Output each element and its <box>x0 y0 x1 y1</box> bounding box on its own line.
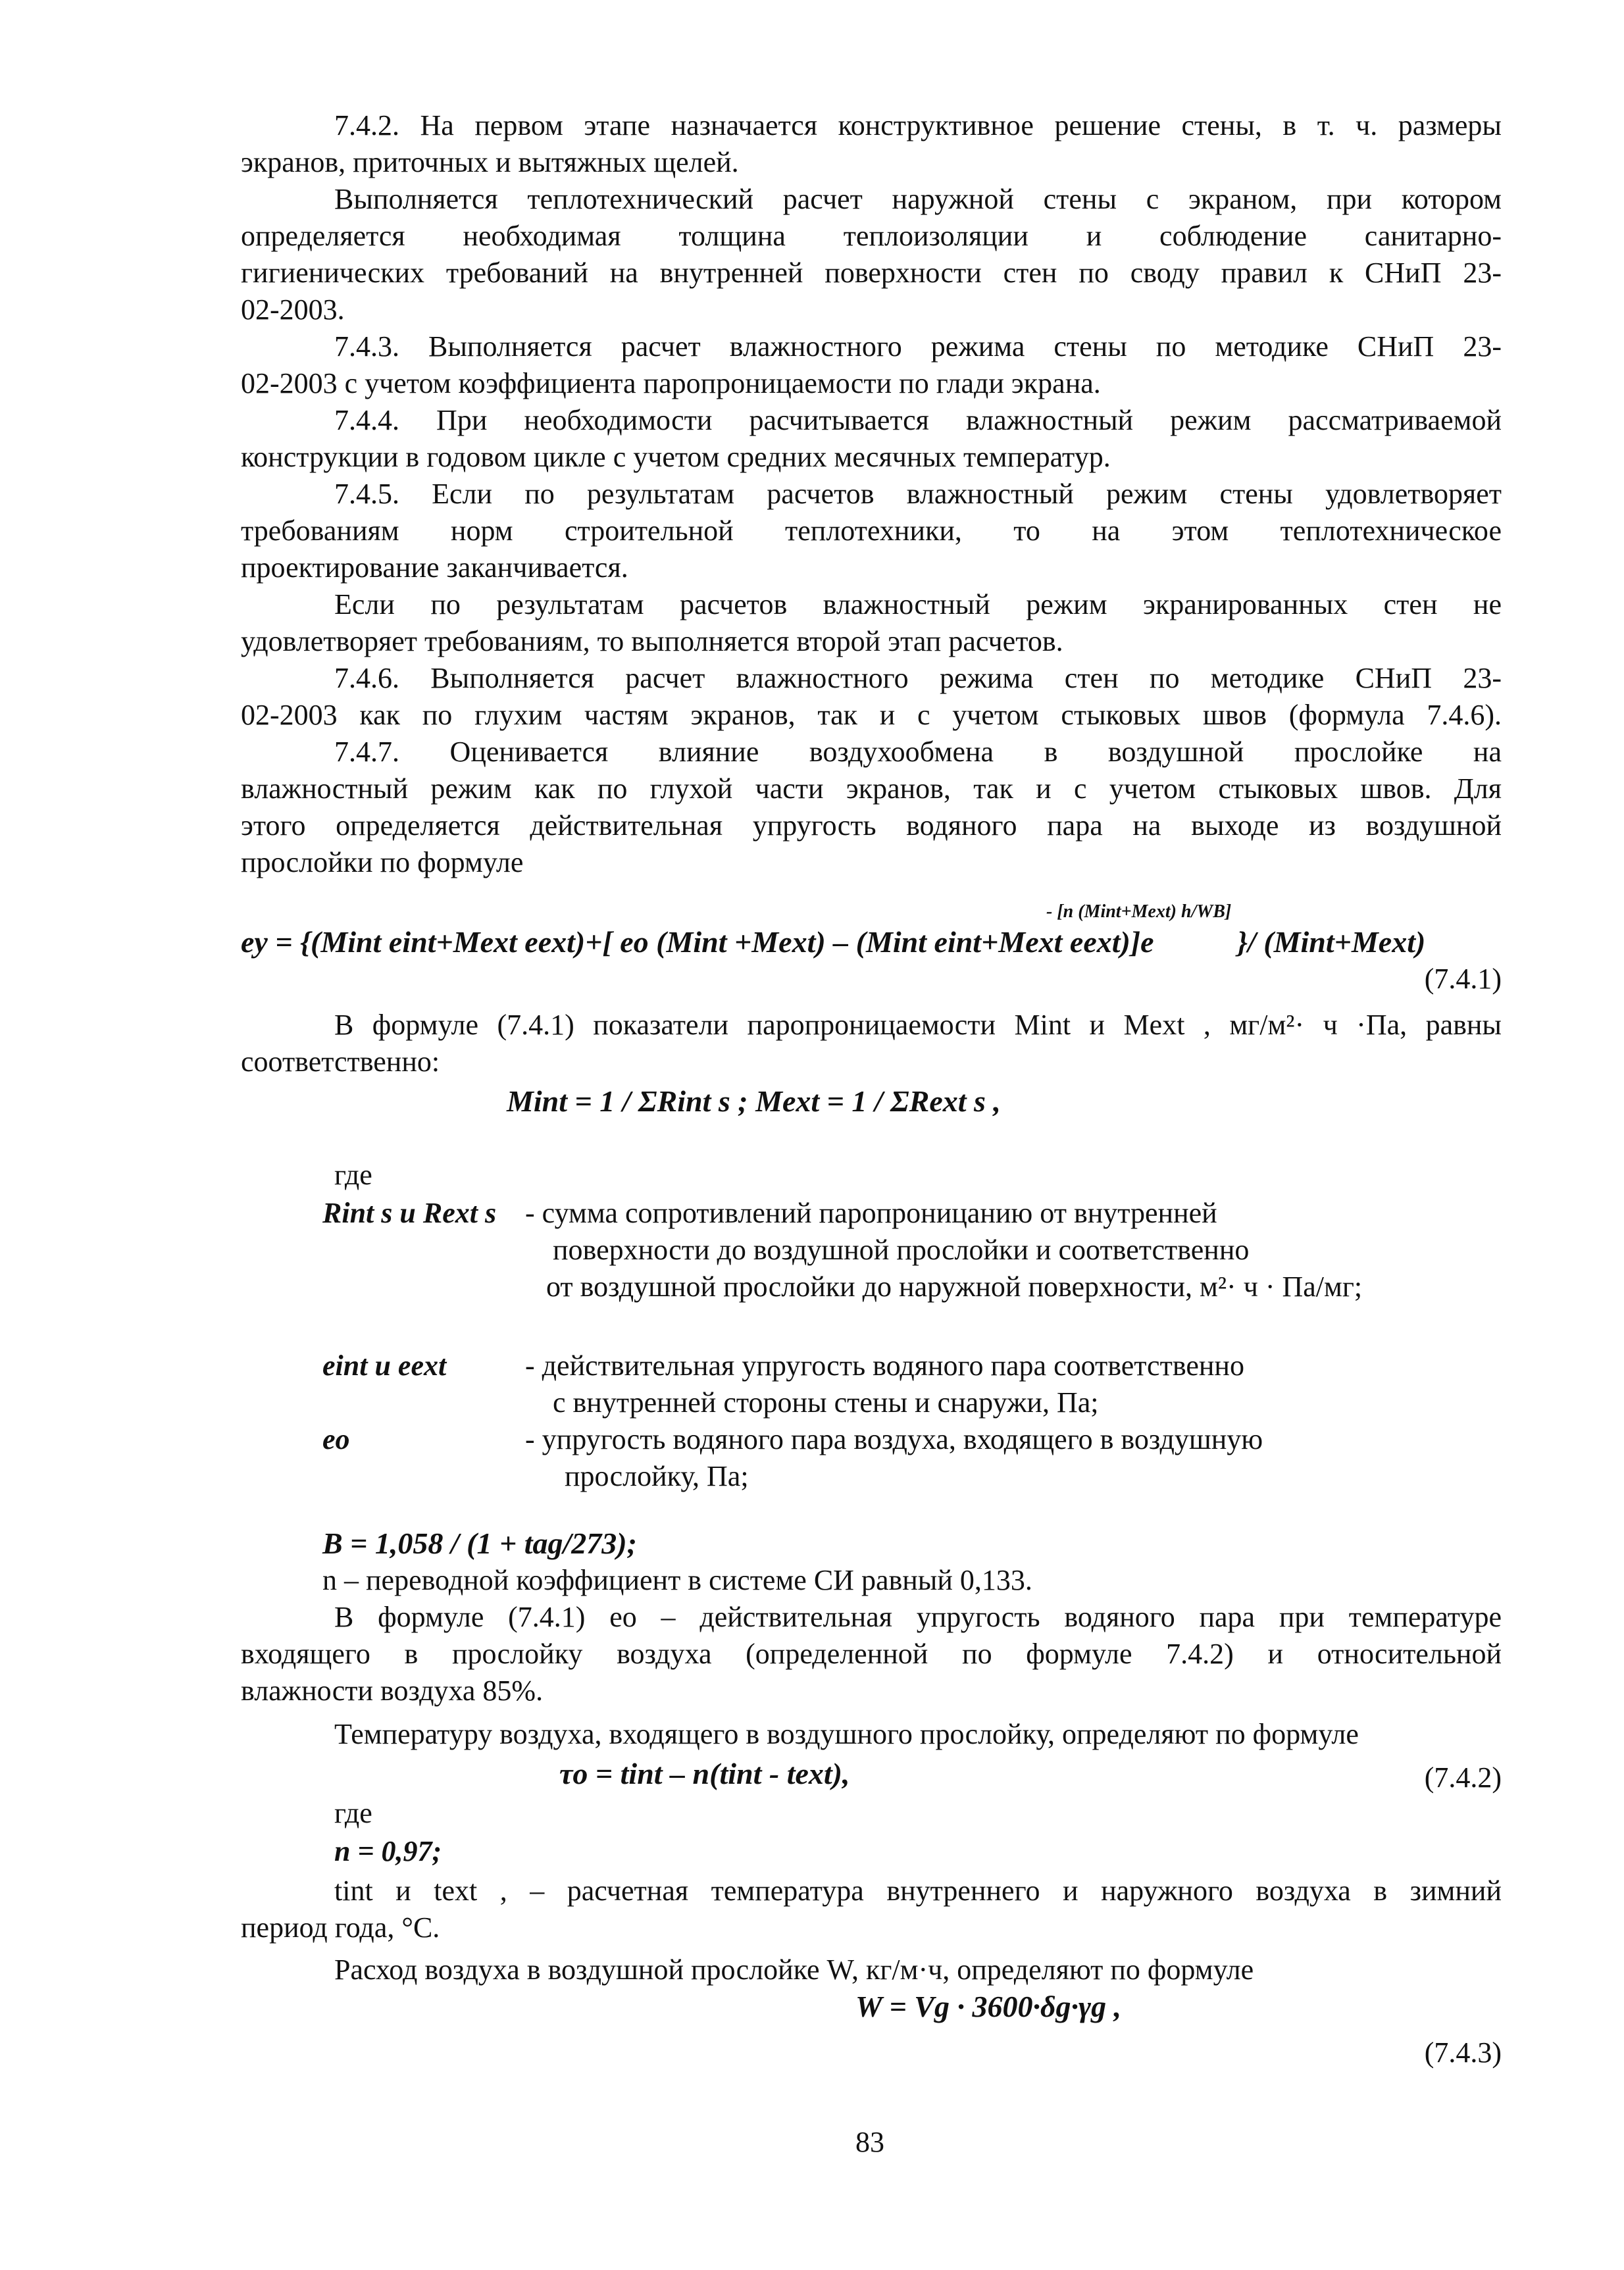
text-line: Если по результатам расчетов влажностный режим экранированных стен не <box>334 588 1502 620</box>
equation-number: (7.4.1) <box>1424 963 1502 995</box>
where-label: где <box>334 1797 372 1829</box>
text-line: конструкции в годовом цикле с учетом средних месячных температур. <box>241 441 1111 473</box>
page-number: 83 <box>855 2126 884 2158</box>
equation-number: (7.4.3) <box>1424 2036 1502 2069</box>
text-line: tint и text , – расчетная температура внутреннего и наружного воздуха в зимний <box>334 1875 1502 1907</box>
formula-exponent: - [n (Mint+Mext) h/WB] <box>1046 901 1232 922</box>
text-line: влажности воздуха 85%. <box>241 1675 544 1707</box>
definition-line: - сумма сопротивлений паропроницанию от внутренней <box>525 1197 1217 1229</box>
definition-line: - упругость водяного пара воздуха, входящего в воздушную <box>525 1423 1263 1455</box>
text-line: гигиенических требований на внутренней поверхности стен по своду правил к СНиП 23- <box>241 257 1502 289</box>
text-line: экранов, приточных и вытяжных щелей. <box>241 146 739 178</box>
text-line: требованиям норм строительной теплотехники, то на этом теплотехническое <box>241 515 1502 547</box>
definition-line: от воздушной прослойки до наружной поверхности, м²· ч · Па/мг; <box>546 1271 1363 1303</box>
text-line: Выполняется теплотехнический расчет наружной стены с экраном, при котором <box>334 183 1502 215</box>
where-label: где <box>334 1159 372 1191</box>
text-line: Температуру воздуха, входящего в воздушного прослойку, определяют по формуле <box>334 1718 1359 1750</box>
text-line: 7.4.7. Оценивается влияние воздухообмена в воздушной прослойке на <box>334 736 1502 768</box>
formula-741-tail: }/ (Mint+Mext) <box>1237 925 1426 959</box>
text-line: проектирование заканчивается. <box>241 551 628 584</box>
text-line: этого определяется действительная упругость водяного пара на выходе из воздушной <box>241 809 1502 842</box>
text-line: 02-2003. <box>241 293 345 326</box>
formula-b: B = 1,058 / (1 + tag/273); <box>322 1526 637 1560</box>
text-line: период года, °С. <box>241 1911 440 1944</box>
text-line: 02-2003 с учетом коэффициента паропроницаемости по глади экрана. <box>241 367 1101 399</box>
text-line: прослойки по формуле <box>241 846 524 878</box>
definition-line: поверхности до воздушной прослойки и соответственно <box>553 1234 1250 1266</box>
formula-742-main: τo = tint – n(tint - text), <box>559 1757 850 1790</box>
n-value: n = 0,97; <box>334 1835 442 1867</box>
text-line: В формуле (7.4.1) показатели паропроницаемости Mint и Mext , мг/м²· ч ·Па, равны <box>334 1009 1502 1041</box>
text-line: соответственно: <box>241 1046 440 1078</box>
formula-mint-mext: Mint = 1 / ΣRint s ; Mext = 1 / ΣRext s , <box>507 1084 1001 1118</box>
text-line: определяется необходимая толщина теплоизоляции и соблюдение санитарно- <box>241 220 1502 252</box>
text-line: 7.4.3. Выполняется расчет влажностного режима стены по методике СНиП 23- <box>334 330 1502 363</box>
text-line: 7.4.6. Выполняется расчет влажностного режима стен по методике СНиП 23- <box>334 662 1502 694</box>
formula-743-main: W = Vg · 3600·δg·γg , <box>855 1990 1122 2023</box>
definition-line: - действительная упругость водяного пара соответственно <box>525 1349 1244 1382</box>
n-definition: n – переводной коэффициент в системе СИ равный 0,133. <box>322 1564 1032 1596</box>
term-eo: eo <box>322 1423 350 1455</box>
text-line: удовлетворяет требованиям, то выполняется второй этап расчетов. <box>241 625 1063 657</box>
text-line: 7.4.4. При необходимости расчитывается влажностный режим рассматриваемой <box>334 404 1502 436</box>
text-line: входящего в прослойку воздуха (определенной по формуле 7.4.2) и относительной <box>241 1638 1502 1670</box>
definition-line: прослойку, Па; <box>565 1460 749 1492</box>
text-line: Расход воздуха в воздушной прослойке W, кг/м·ч, определяют по формуле <box>334 1954 1254 1986</box>
text-line: 7.4.2. На первом этапе назначается конструктивное решение стены, в т. ч. размеры <box>334 109 1502 141</box>
term-r: Rint s и Rext s <box>322 1197 497 1229</box>
text-line: 02-2003 как по глухим частям экранов, так и с учетом стыковых швов (формула 7.4.6). <box>241 699 1502 731</box>
equation-number: (7.4.2) <box>1424 1761 1502 1794</box>
text-line: 7.4.5. Если по результатам расчетов влажностный режим стены удовлетворяет <box>334 478 1502 510</box>
text-line: влажностный режим как по глухой части экранов, так и с учетом стыковых швов. Для <box>241 772 1502 805</box>
text-line: В формуле (7.4.1) eo – действительная упругость водяного пара при температуре <box>334 1601 1502 1633</box>
definition-line: с внутренней стороны стены и снаружи, Па; <box>553 1386 1099 1419</box>
term-e: eint и eext <box>322 1349 447 1382</box>
formula-741-main: eу = {(Mint eint+Mext eext)+[ eo (Mint +Mext) – (Mint eint+Mext eext)]e <box>241 925 1154 959</box>
